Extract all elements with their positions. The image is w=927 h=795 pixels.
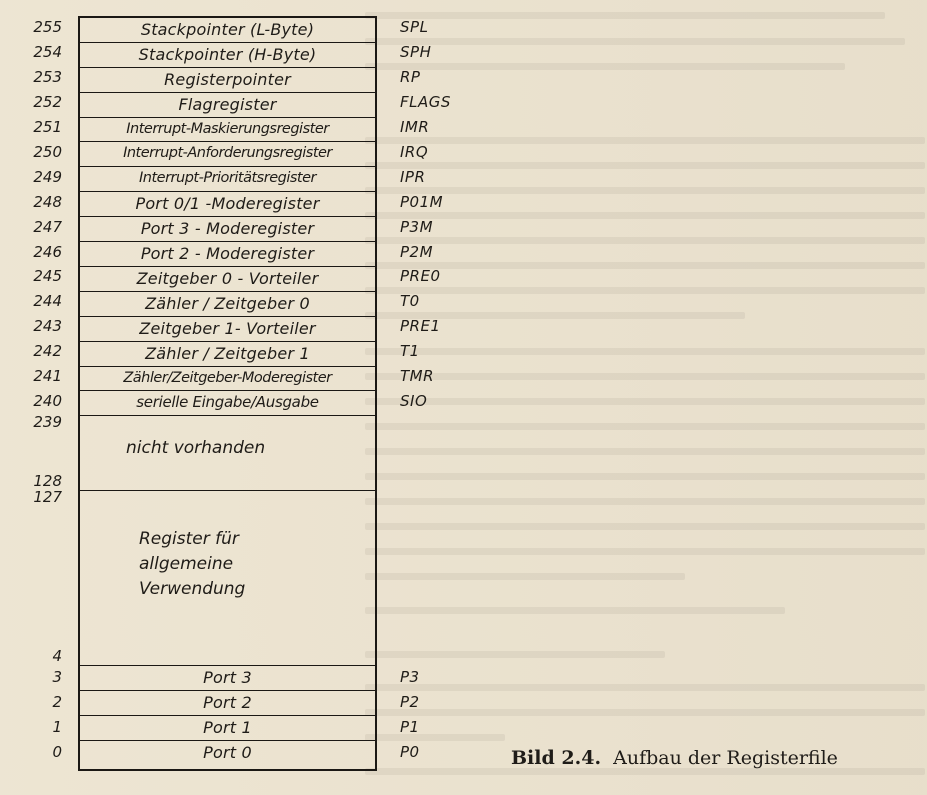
port-address: 1 (52, 717, 62, 736)
port-name: Port 1 (203, 718, 252, 738)
register-address: 244 (33, 292, 62, 311)
register-name: Stackpointer (H-Byte) (138, 44, 317, 64)
register-row (80, 43, 375, 68)
register-row (80, 118, 375, 143)
figure-caption-text: Aufbau der Registerfile (613, 747, 838, 769)
not-present-block (80, 416, 375, 491)
register-name: Registerpointer (164, 69, 291, 89)
register-address: 249 (33, 167, 62, 186)
register-row (80, 267, 375, 292)
register-abbreviation: PRE0 (400, 267, 441, 286)
register-abbreviation: P0 (400, 742, 420, 761)
register-address: 247 (33, 217, 62, 236)
register-row (80, 317, 375, 342)
register-row (80, 292, 375, 317)
register-address: 240 (33, 391, 62, 410)
register-address: 248 (33, 192, 62, 211)
register-abbreviation: FLAGS (400, 93, 451, 112)
register-name: Port 2 - Moderegister (140, 244, 315, 264)
register-row (80, 392, 375, 417)
register-row (80, 167, 375, 192)
port-address: 3 (52, 667, 62, 686)
register-abbreviation: T0 (400, 292, 420, 311)
register-address: 253 (33, 68, 62, 87)
register-name: Zeitgeber 0 - Vorteiler (136, 268, 319, 288)
register-abbreviation: T1 (400, 342, 420, 361)
register-row (80, 68, 375, 93)
register-address: 245 (33, 267, 62, 286)
address-127: 127 (33, 488, 62, 507)
port-row (80, 666, 375, 691)
register-abbreviation: P3M (400, 217, 434, 236)
register-address: 251 (33, 118, 62, 137)
register-row (80, 192, 375, 217)
register-name: serielle Eingabe/Ausgabe (136, 393, 319, 412)
register-address: 241 (33, 367, 62, 386)
general-purpose-label-line: Register für (139, 529, 239, 550)
register-abbreviation: TMR (400, 367, 435, 386)
address-4: 4 (52, 647, 62, 666)
register-address: 242 (33, 342, 62, 361)
register-address: 254 (33, 43, 62, 62)
not-present-label: nicht vorhanden (126, 438, 266, 459)
register-row (80, 242, 375, 267)
figure-caption-label: Bild 2.4. (511, 747, 602, 769)
general-purpose-label-line: allgemeine (139, 554, 234, 575)
register-row (80, 367, 375, 392)
register-address: 255 (33, 18, 62, 37)
register-name: Zeitgeber 1- Vorteiler (139, 318, 316, 338)
register-name: Interrupt-Prioritätsregister (139, 170, 316, 187)
register-abbreviation: P2 (400, 692, 420, 711)
register-abbreviation: SPH (400, 43, 432, 62)
register-row (80, 18, 375, 43)
register-abbreviation: P01M (400, 192, 444, 211)
register-abbreviation: P3 (400, 667, 420, 686)
register-abbreviation: IRQ (400, 142, 429, 161)
port-row (80, 741, 375, 766)
port-address: 2 (52, 692, 62, 711)
register-row (80, 93, 375, 118)
register-name: Interrupt-Anforderungsregister (123, 145, 332, 162)
register-address: 246 (33, 242, 62, 261)
register-abbreviation: SPL (400, 18, 429, 37)
register-name: Port 0/1 -Moderegister (135, 194, 320, 214)
register-abbreviation: SIO (400, 391, 428, 410)
port-name: Port 3 (203, 668, 252, 688)
figure-caption (511, 749, 838, 768)
register-address: 250 (33, 142, 62, 161)
register-row (80, 217, 375, 242)
register-file-table (78, 16, 377, 771)
register-name: Zähler / Zeitgeber 0 (145, 293, 310, 313)
register-abbreviation: IMR (400, 118, 430, 137)
port-row (80, 716, 375, 741)
register-abbreviation: IPR (400, 167, 426, 186)
general-purpose-label-line: Verwendung (139, 579, 246, 600)
register-address: 243 (33, 317, 62, 336)
address-239: 239 (33, 413, 62, 432)
register-abbreviation: RP (400, 68, 421, 87)
port-name: Port 2 (203, 693, 252, 713)
port-address: 0 (52, 742, 62, 761)
register-abbreviation: P2M (400, 242, 434, 261)
general-purpose-block (80, 491, 375, 666)
register-name: Flagregister (178, 94, 277, 114)
port-row (80, 691, 375, 716)
address-128: 128 (33, 472, 62, 491)
register-row (80, 342, 375, 367)
register-name: Zähler / Zeitgeber 1 (145, 343, 310, 363)
register-name: Interrupt-Maskierungsregister (126, 120, 329, 137)
register-row (80, 143, 375, 168)
register-name: Stackpointer (L-Byte) (140, 19, 315, 39)
port-name: Port 0 (203, 743, 252, 763)
register-abbreviation: PRE1 (400, 317, 441, 336)
register-abbreviation: P1 (400, 717, 420, 736)
register-name: Port 3 - Moderegister (140, 219, 315, 239)
register-name: Zähler/Zeitgeber-Moderegister (123, 369, 332, 386)
register-address: 252 (33, 93, 62, 112)
